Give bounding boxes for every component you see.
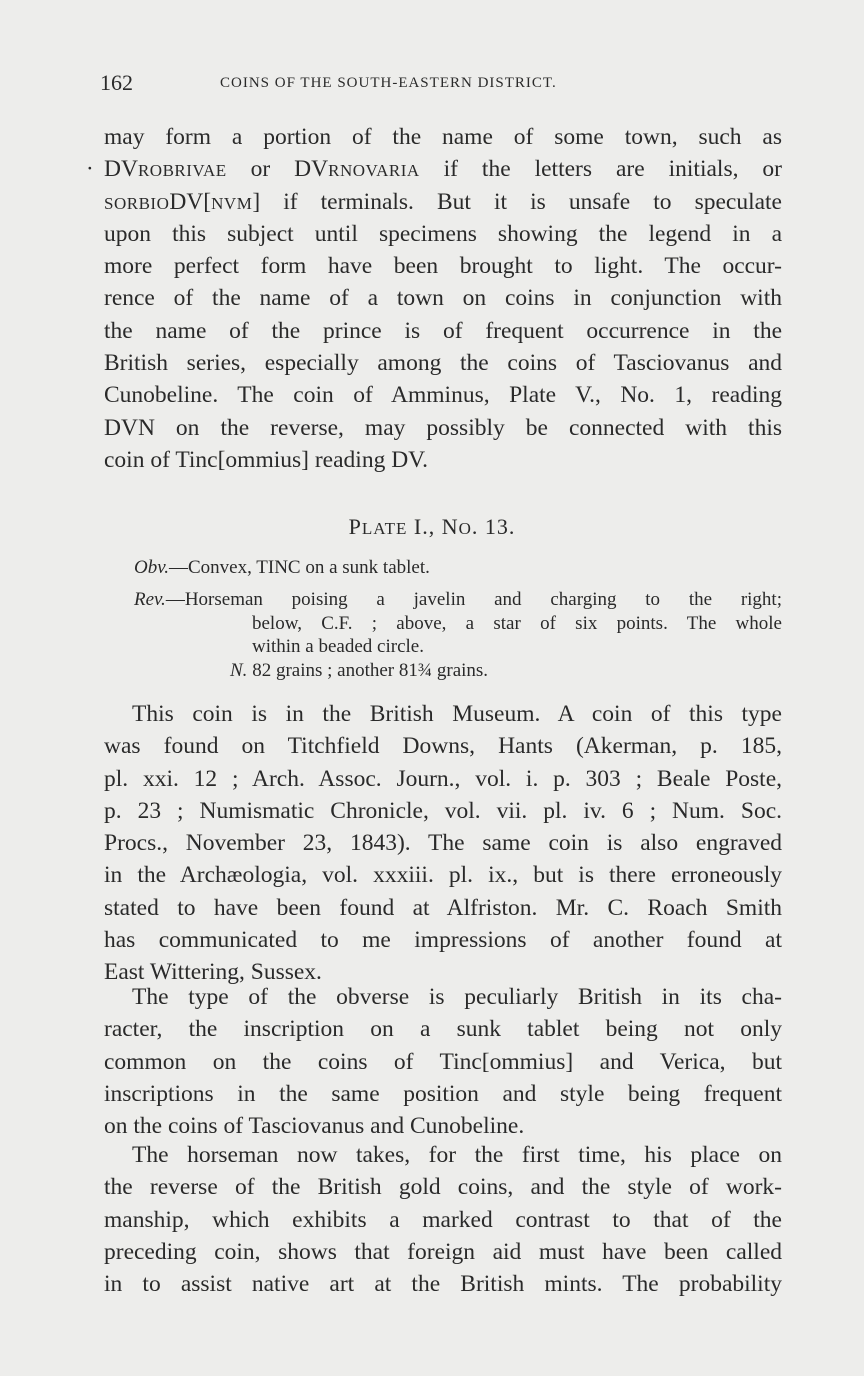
paragraph-1 <box>86 121 783 476</box>
paragraph-3 <box>104 981 782 1142</box>
page-header <box>100 70 780 100</box>
text-line: inscriptions in the same position and style being frequent <box>104 1080 782 1107</box>
text-line: Procs., November 23, 1843). The same coin is also engraved <box>104 830 782 857</box>
metal-label: N. <box>230 660 248 681</box>
text-line: p. 23 ; Numismatic Chronicle, vol. vii. pl. iv. 6 ; Num. Soc. <box>104 797 782 824</box>
paragraph-4 <box>104 1139 782 1300</box>
text-line: common on the coins of Tinc[ommius] and Verica, but <box>104 1048 782 1075</box>
text-line: upon this subject until specimens showing the legend in a <box>104 220 782 247</box>
text-line: stated to have been found at Alfriston. Mr. C. Roach Smith <box>104 894 782 921</box>
text-line: East Wittering, Sussex. <box>104 959 322 986</box>
text-line: British series, especially among the coins of Tasciovanus and <box>104 350 782 377</box>
metal-weight: N. 82 grains ; another 81¾ grains. <box>230 660 489 681</box>
text-line: racter, the inscription on a sunk tablet being not only <box>104 1016 782 1043</box>
reverse-label: Rev. <box>134 589 166 610</box>
text-line: the reverse of the British gold coins, and the style of work- <box>104 1174 782 1201</box>
plate-heading: PLATE I., NO. 13. <box>348 514 516 539</box>
running-title: COINS OF THE SOUTH-EASTERN DISTRICT. <box>220 75 557 91</box>
text-line: has communicated to me impressions of another found at <box>104 927 782 954</box>
obverse-label: Obv. <box>134 557 169 578</box>
text-line: Cunobeline. The coin of Amminus, Plate V., No. 1, reading <box>104 382 782 409</box>
paragraph-2 <box>104 698 782 989</box>
text-line: in the Archæologia, vol. xxxiii. pl. ix., but is there erroneously <box>104 862 782 889</box>
text-line: rence of the name of a town on coins in conjunction with <box>104 285 782 312</box>
text-line: DVN on the reverse, may possibly be connected with this <box>104 414 782 441</box>
text-line: was found on Titchfield Downs, Hants (Akerman, p. 185, <box>104 733 782 760</box>
text-line: the name of the prince is of frequent occurrence in the <box>104 317 782 344</box>
text-line: manship, which exhibits a marked contrast to that of the <box>104 1206 782 1233</box>
text-line: This coin is in the British Museum. A coin of this type <box>132 701 782 727</box>
text-line: pl. xxi. 12 ; Arch. Assoc. Journ., vol. i. p. 303 ; Beale Poste, <box>104 765 782 792</box>
text-line: · DVROBRIVAE or DVRNOVARIA if the letters are initials, or <box>104 153 782 185</box>
reverse-description: Rev.—Horseman poising a javelin and charging to the right; below, C.F. ; above, a star of six points. The whole within a beaded circle. <box>134 589 782 657</box>
text-line: coin of Tinc[ommius] reading DV. <box>104 446 428 473</box>
obverse-description: Obv.—Convex, TINC on a sunk tablet. <box>134 557 430 578</box>
text-line: SORBIODV[NVM] if terminals. But it is unsafe to speculate <box>104 188 782 215</box>
text-line: on the coins of Tasciovanus and Cunobeline. <box>104 1113 525 1140</box>
text-line: preceding coin, shows that foreign aid must have been called <box>104 1238 782 1265</box>
text-line: more perfect form have been brought to light. The occur- <box>104 253 782 280</box>
margin-dot: · <box>86 156 94 182</box>
text-line: may form a portion of the name of some town, such as <box>104 124 782 150</box>
page-number: 162 <box>100 70 133 95</box>
text-line: in to assist native art at the British mints. The probability <box>104 1271 782 1298</box>
text-line: The type of the obverse is peculiarly British in its cha- <box>132 984 782 1010</box>
text-line: The horseman now takes, for the first time, his place on <box>132 1142 782 1168</box>
